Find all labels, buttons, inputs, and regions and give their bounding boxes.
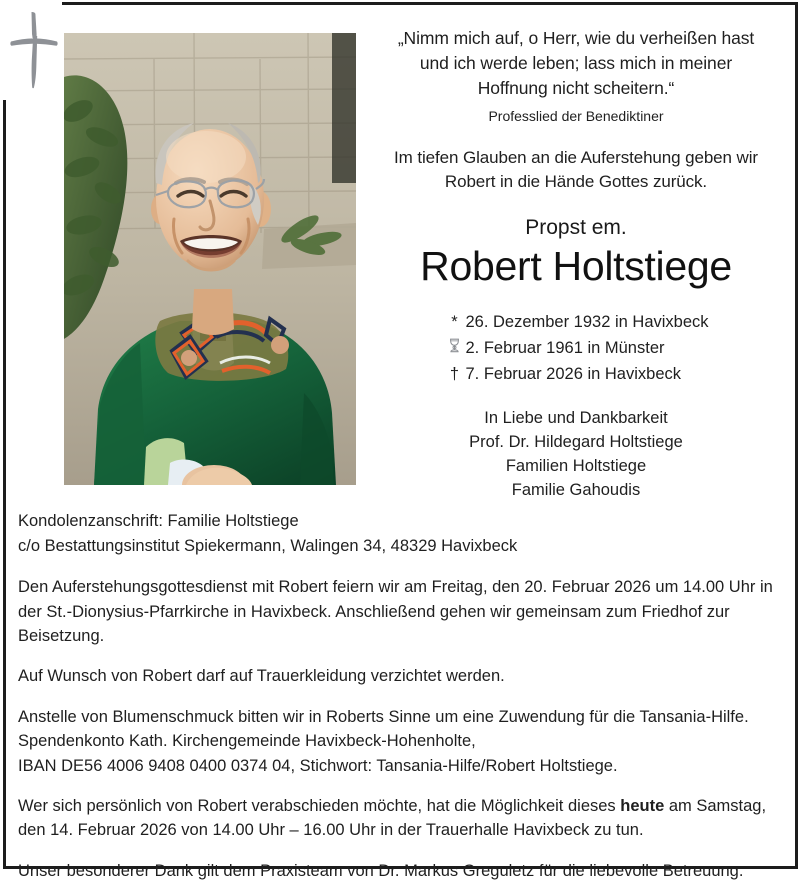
portrait-photo	[64, 33, 356, 485]
quote-source: Professlied der Benediktiner	[488, 107, 664, 124]
family-line-2: Prof. Dr. Hildegard Holtstiege	[469, 433, 683, 452]
deceased-name: Robert Holtstiege	[420, 243, 732, 290]
death-date-text: 7. Februar 2026 in Havixbeck	[465, 364, 681, 383]
condolence-address	[18, 509, 784, 559]
deceased-title: Propst em.	[525, 216, 627, 240]
farewell-text-post: am Samstag, den 14. Februar 2026 von 14.00 Uhr – 16.00 Uhr in der Trauerhalle Havixbeck zu tun.	[18, 797, 767, 840]
ordination-date-text: 2. Februar 1961 in Münster	[465, 338, 665, 357]
intro-block	[372, 146, 780, 194]
quote-line-2: und ich werde leben; lass mich in meiner	[419, 52, 733, 73]
condolence-address-line-1: Kondolenzanschrift: Familie Holtstiege	[18, 512, 299, 530]
thanks-paragraph: Unser besonderer Dank gilt dem Praxisteam von Dr. Markus Greguletz für die liebevolle Betreuung.	[18, 861, 744, 880]
farewell-text-pre: Wer sich persönlich von Robert verabschieden möchte, hat die Möglichkeit dieses	[18, 797, 621, 815]
intro-line-2: Robert in die Hände Gottes zurück.	[444, 172, 708, 192]
date-row-ordination	[443, 336, 708, 362]
quote-block	[372, 26, 780, 101]
family-line-1: In Liebe und Dankbarkeit	[484, 409, 668, 428]
dresscode-paragraph: Auf Wunsch von Robert darf auf Trauerkleidung verzichtet werden.	[18, 667, 505, 686]
donation-line-2: Spendenkonto Kath. Kirchengemeinde Havixbeck-Hohenholte,	[18, 732, 476, 751]
notice-body	[18, 509, 784, 883]
family-line-3: Familien Holtstiege	[505, 456, 647, 475]
condolence-address-line-2: c/o Bestattungsinstitut Spiekermann, Walingen 34, 48329 Havixbeck	[18, 537, 518, 556]
farewell-emphasis: heute	[620, 797, 665, 815]
family-line-4: Familie Gahoudis	[511, 480, 641, 499]
quote-line-1: „Nimm mich auf, o Herr, wie du verheißen hast	[397, 28, 755, 48]
donation-line-3: IBAN DE56 4006 9408 0400 0374 04, Stichwort: Tansania-Hilfe/Robert Holtstiege.	[18, 756, 618, 775]
date-row-death	[443, 362, 708, 388]
chalice-icon	[443, 337, 465, 354]
farewell-paragraph	[18, 794, 784, 843]
donation-paragraph	[18, 705, 784, 778]
donation-line-1: Anstelle von Blumenschmuck bitten wir in Roberts Sinne um eine Zuwendung für die Tansania-Hilfe.	[18, 707, 749, 726]
service-paragraph: Den Auferstehungsgottesdienst mit Robert feiern wir am Freitag, den 20. Februar 2026 um 14.00 Uhr in der St.-Dionysius-Pfarrkirche in Havixbeck. Anschließend gehen wir gemeinsam zum Friedhof zur Beisetzung.	[18, 578, 773, 645]
dagger-cross-icon: †	[449, 364, 460, 383]
birth-star-icon: *	[451, 313, 458, 332]
birth-date-text: 26. Dezember 1932 in Havixbeck	[465, 313, 709, 332]
family-block	[372, 407, 780, 503]
quote-line-3: Hoffnung nicht scheitern.“	[477, 77, 675, 98]
life-dates	[443, 310, 708, 387]
date-row-birth	[443, 310, 708, 336]
notice-header-column	[372, 26, 780, 503]
intro-line-1: Im tiefen Glauben an die Auferstehung geben wir	[394, 148, 758, 168]
